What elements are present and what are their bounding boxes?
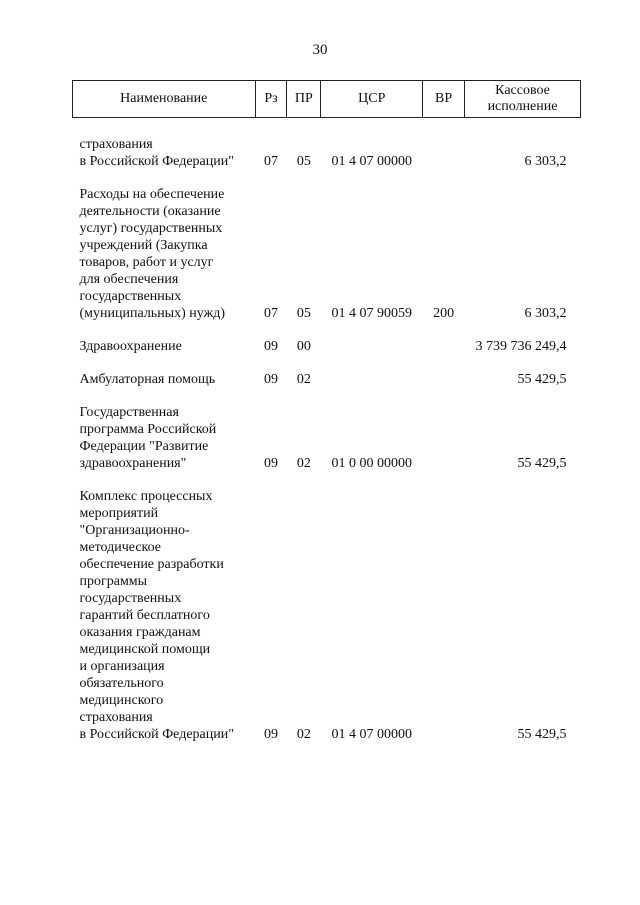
cell-rz: 09 — [263, 372, 278, 387]
cell-vr — [423, 338, 465, 355]
budget-table — [72, 80, 581, 743]
cell-rz: 09 — [263, 727, 278, 742]
cell-pr: 05 — [296, 306, 311, 321]
cell-csr — [321, 338, 423, 355]
header-rz: Рз — [255, 81, 287, 118]
cell-name: Расходы на обеспечение деятельности (оказание услуг) государственных учреждений (Закупка товаров, работ и услуг для обеспечения государственных (муниципальных) нужд) — [79, 187, 226, 321]
cell-sum: 55 429,5 — [517, 372, 567, 387]
cell-name: страхования в Российской Федерации" — [79, 137, 234, 169]
cell-vr — [423, 404, 465, 472]
table-row — [73, 371, 581, 388]
cell-csr: 01 4 07 90059 — [331, 306, 413, 321]
cell-name: Комплекс процессных мероприятий "Организационно- методическое обеспечение разработки программы государственных гарантий бесплатного оказания гражданам медицинской помощи и организация обязательного медицинского страхования в Российской Федерации" — [79, 489, 234, 742]
gap-row — [73, 322, 581, 338]
cell-name: Государственная программа Российской Федерации "Развитие здравоохранения" — [79, 405, 217, 471]
cell-sum: 55 429,5 — [517, 727, 567, 742]
cell-pr: 02 — [296, 456, 311, 471]
cell-rz: 09 — [263, 339, 278, 354]
cell-vr — [423, 136, 465, 170]
gap-row — [73, 472, 581, 488]
cell-pr: 00 — [296, 339, 311, 354]
cell-sum: 6 303,2 — [524, 306, 567, 321]
table-body — [73, 118, 581, 744]
table-row — [73, 404, 581, 472]
cell-vr — [423, 488, 465, 743]
cell-name: Амбулаторная помощь — [79, 372, 216, 387]
table-row — [73, 136, 581, 170]
cell-sum: 6 303,2 — [524, 154, 567, 169]
cell-pr: 02 — [296, 727, 311, 742]
table-row — [73, 186, 581, 322]
header-name: Наименование — [73, 81, 256, 118]
header-pr: ПР — [287, 81, 321, 118]
gap-row — [73, 170, 581, 186]
cell-csr: 01 4 07 00000 — [331, 154, 413, 169]
cell-rz: 07 — [263, 306, 278, 321]
cell-csr: 01 4 07 00000 — [331, 727, 413, 742]
cell-sum: 55 429,5 — [517, 456, 567, 471]
cell-pr: 05 — [296, 154, 311, 169]
header-csr: ЦСР — [321, 81, 423, 118]
cell-pr: 02 — [296, 372, 311, 387]
gap-row — [73, 355, 581, 371]
page-number: 30 — [312, 42, 328, 58]
cell-rz: 07 — [263, 154, 278, 169]
cell-vr: 200 — [433, 306, 455, 321]
table-row — [73, 338, 581, 355]
table-row — [73, 488, 581, 743]
cell-name: Здравоохранение — [79, 339, 182, 354]
cell-vr — [423, 371, 465, 388]
header-vr: ВР — [423, 81, 465, 118]
table-header-row — [73, 81, 581, 118]
cell-csr: 01 0 00 00000 — [331, 456, 413, 471]
cell-csr — [321, 371, 423, 388]
spacer-row — [73, 118, 581, 137]
gap-row — [73, 388, 581, 404]
header-sum: Кассовое исполнение — [465, 81, 581, 118]
cell-sum: 3 739 736 249,4 — [475, 339, 567, 354]
cell-rz: 09 — [263, 456, 278, 471]
